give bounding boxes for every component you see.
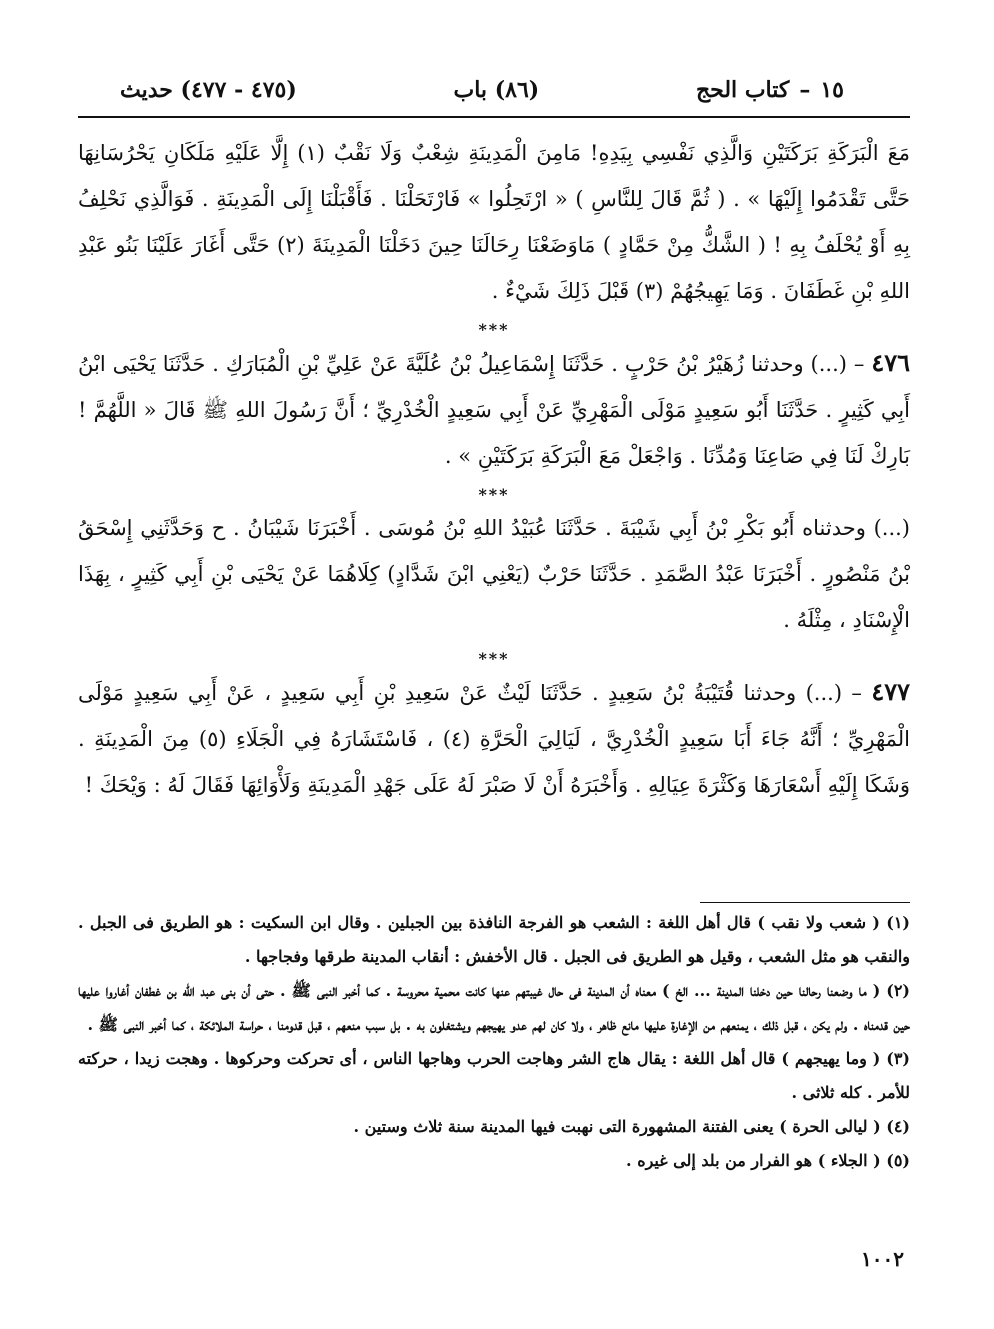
hadith-476 [78, 340, 910, 479]
footnote-rule [700, 902, 910, 903]
hadith-text: – (...) وحدثنا قُتَيْبَةُ بْنُ سَعِيدٍ . حَدَّثَنَا لَيْثٌ عَنْ سَعِيدِ بْنِ أَبِي سَعِيدٍ ، عَنْ أَبِي سَعِيدٍ مَوْلَى الْمَهْرِيِّ ؛ أَنَّهُ جَاءَ أَبَا سَعِيدٍ الْخُدْرِيَّ ، لَيَالِيَ الْحَرَّةِ (٤) ، فَاسْتَشَارَهُ فِي الْجَلَاءِ (٥) مِنَ الْمَدِينَةِ . وَشَكَا إِلَيْهِ أَسْعَارَهَا وَكَثْرَةَ عِيَالِهِ . وَأَخْبَرَهُ أَنْ لَا صَبْرَ لَهُ عَلَى جَهْدِ الْمَدِينَةِ وَلَأْوَائِهَا فَقَالَ لَهُ : وَيْحَكَ ! [78, 681, 911, 797]
section-separator: *** [478, 485, 510, 504]
hadith-477 [78, 669, 910, 808]
chapter-title: (٨٦) باب [453, 77, 540, 103]
header-rule [78, 116, 910, 118]
running-header [120, 70, 844, 110]
hadith-range: (٤٧٥ - ٤٧٧) حديث [120, 77, 297, 103]
header-dash: – [799, 77, 811, 103]
main-text [78, 130, 910, 808]
section-separator: *** [478, 320, 510, 339]
page-number: ١٠٠٢ [861, 1247, 904, 1271]
section-separator: *** [478, 649, 510, 668]
footnote-3: (٣) ( وما يهيجهم ) قال أهل اللغة : يقال هاج الشر وهاجت الحرب وهاجها الناس ، أى تحركت وحركوها . وهجت زيدا ، حركته للأمر . كله ثلاثى . [78, 1049, 910, 1102]
footnote-2: (٢) ( ما وضعنا رحالنا حين دخلنا المدينة ... الخ ) معناه أن المدينة فى حال غيبتهم عنها كانت محمية محروسة . كما أخبر النبى ﷺ . حتى أن بنى عبد الله بن غطفان أغاروا عليها حين قدمناه . ولم يكن ، قبل ذلك ، يمنعهم من الإغارة عليها مانع ظاهر ، ولا كان لهم عدو يهيجهم ويشتغلون به . بل سبب منعهم ، قبل قدومنا ، حراسة الملائكة ، كما أخبر النبى ﷺ . [78, 981, 910, 1034]
hadith-text: – (...) وحدثنا زُهَيْرُ بْنُ حَرْبٍ . حَدَّثَنَا إِسْمَاعِيلُ بْنُ عُلَيَّةَ عَنْ عَلِيِّ بْنِ الْمُبَارَكِ . حَدَّثَنَا يَحْيَى ابْنُ أَبِي كَثِيرٍ . حَدَّثَنَا أَبُو سَعِيدٍ مَوْلَى الْمَهْرِيِّ عَنْ أَبِي سَعِيدٍ الْخُدْرِيِّ ؛ أَنَّ رَسُولَ اللهِ ﷺ قَالَ « اللَّهُمَّ ! بَارِكْ لَنَا فِي صَاعِنَا وَمُدِّنَا . وَاجْعَلْ مَعَ الْبَرَكَةِ بَرَكَتَيْنِ » . [78, 352, 910, 468]
book-title: كتاب الحج [695, 77, 790, 103]
hadith-number: ٤٧٧ [871, 677, 910, 706]
footnote-5: (٥) ( الجلاء ) هو الفرار من بلد إلى غيره . [626, 1151, 910, 1170]
hadith-476-variant: (...) وحدثناه أَبُو بَكْرِ بْنُ أَبِي شَيْبَةَ . حَدَّثَنَا عُبَيْدُ اللهِ بْنُ مُوسَى . أَخْبَرَنَا شَيْبَانُ . ح وَحَدَّثَنِي إِسْحَقُ بْنُ مَنْصُورٍ . أَخْبَرَنَا عَبْدُ الصَّمَدِ . حَدَّثَنَا حَرْبٌ (يَعْنِي ابْنَ شَدَّادٍ) كِلَاهُمَا عَنْ يَحْيَى بْنِ أَبِي كَثِيرٍ ، بِهَذَا الْإِسْنَادِ ، مِثْلَهُ . [78, 516, 910, 632]
paragraph-continuation: مَعَ الْبَرَكَةِ بَرَكَتَيْنِ وَالَّذِي نَفْسِي بِيَدِهِ! مَامِنَ الْمَدِينَةِ شِعْبٌ وَلَا نَقْبٌ (١) إِلَّا عَلَيْهِ مَلَكَانِ يَحْرُسَانِهَا حَتَّى تَقْدَمُوا إِلَيْهَا » . ( ثُمَّ قَالَ لِلنَّاسِ ) « ارْتَحِلُوا » فَارْتَحَلْنَا . فَأَقْبَلْنَا إِلَى الْمَدِينَةِ . فَوَالَّذِي نَحْلِفُ بِهِ أَوْ يُحْلَفُ بِهِ ! ( الشَّكُّ مِنْ حَمَّادٍ ) مَاوَضَعْنَا رِحَالَنَا حِينَ دَخَلْنَا الْمَدِينَةَ (٢) حَتَّى أَغَارَ عَلَيْنَا بَنُو عَبْدِ اللهِ بْنِ غَطَفَانَ . وَمَا يَهِيجُهُمْ (٣) قَبْلَ ذَلِكَ شَيْءٌ . [78, 141, 910, 303]
chapter-number: ١٥ [820, 77, 844, 103]
header-left [120, 77, 297, 103]
hadith-number: ٤٧٦ [871, 348, 910, 377]
footnotes [78, 906, 910, 1178]
header-center [454, 77, 540, 103]
footnote-4: (٤) ( ليالى الحرة ) يعنى الفتنة المشهورة التى نهبت فيها المدينة سنة ثلاث وستين . [353, 1117, 910, 1136]
header-right [696, 77, 844, 103]
footnote-1: (١) ( شعب ولا نقب ) قال أهل اللغة : الشعب هو الفرجة النافذة بين الجبلين . وقال ابن السكيت : هو الطريق فى الجبل . والنقب هو مثل الشعب ، وقيل هو الطريق فى الجبل . قال الأخفش : أنقاب المدينة طرقها وفجاجها . [78, 913, 910, 966]
